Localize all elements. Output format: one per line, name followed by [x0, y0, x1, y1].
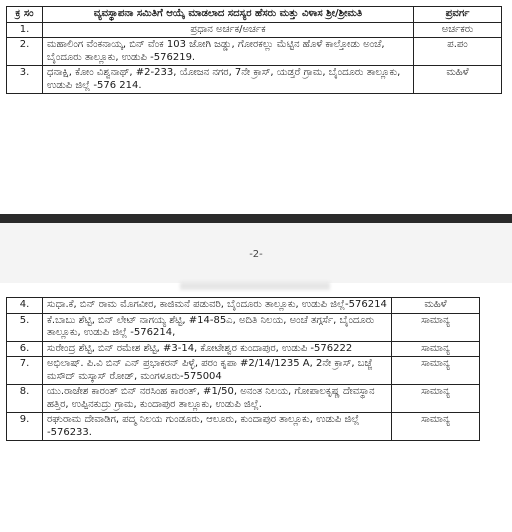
table-row [7, 298, 480, 314]
details-cell: ರಘುರಾಮ ದೇವಾಡಿಗ, ಪದ್ಮ ನಿಲಯ ಗುಂಡೂರು, ಆಲೂರು, ಕುಂದಾಪುರ ತಾಲ್ಲೂಕು, ಉಡುಪಿ ಜಿಲ್ಲೆ -576233. [43, 413, 392, 441]
details-cell: ಕೆ.ಬಾಬು ಶೆಟ್ಟಿ, ಬಿನ್ ಲೇಟ್ ನಾಗಯ್ಯ ಶೆಟ್ಟಿ, #14-85ಎ, ಅದಿತಿ ನಿಲಯ, ಅಂಚೆ ತಗ್ಗರ್ಸೆ, ಬೈಂದೂರು ತಾಲ್ಲೂಕು, ಉಡುಪಿ ಜಿಲ್ಲೆ -576214, [43, 313, 392, 341]
category-header: ಪ್ರವರ್ಗ [414, 7, 502, 23]
table-row [7, 357, 480, 385]
serial-cell: 5. [7, 313, 43, 341]
details-cell: ಅಭಿಲಾಷ್. ಪಿ.ವಿ ಬಿನ್ ಎನ್ ಪ್ರಭಾಕರನ್ ಪಿಳ್ಳೆ, ಪರಂ ಕೃಪಾ #2/14/1235 A, 2ನೇ ಕ್ರಾಸ್, ಬಜ್ಜೆ ಮಸೌದ್ ಮಸ್ಕಾಸ್ ರೋಡ್, ಮಂಗಳೂರು-575004 [43, 357, 392, 385]
table-row [7, 413, 480, 441]
category-cell: ಸಾಮಾನ್ಯ [392, 341, 480, 357]
members-table-page1 [6, 6, 502, 94]
page-number: -2- [249, 249, 263, 260]
table-row [7, 66, 502, 94]
details-cell: ಮಹಾಲಿಂಗ ವೆಂಕನಾಯ್ಕ, ಬಿನ್ ವೆಂಕ 103 ಜೋಗಿ ಜಡ್ಡು, ಗೋರಕಲ್ಲು ಮೆಟ್ಟಿನ ಹೊಳೆ ಕಾಲ್ತೋಡು ಅಂಚೆ, ಬೈಂದೂರು ತಾಲ್ಲೂಕು, ಉಡುಪಿ -576219. [43, 38, 414, 66]
category-cell: ಸಾಮಾನ್ಯ [392, 357, 480, 385]
serial-cell: 7. [7, 357, 43, 385]
details-cell: ಯು.ರಾಜೇಶ ಕಾರಂತ್ ಬಿನ್ ನರಸಿಂಹ ಕಾರಂತ್, #1/50, ಅನಂತ ನಿಲಯ, ಗೋಪಾಲಕೃಷ್ಣ ದೇವಸ್ಥಾನ ಹತ್ತಿರ, ಉಪ್ಪಿನಕುದ್ರು ಗ್ರಾಮ, ಕುಂದಾಪುರ ತಾಲ್ಲೂಕು, ಉಡುಪಿ ಜಿಲ್ಲೆ. [43, 385, 392, 413]
table-row [7, 385, 480, 413]
serial-cell: 3. [7, 66, 43, 94]
serial-cell: 2. [7, 38, 43, 66]
category-cell: ಮಹಿಳೆ [414, 66, 502, 94]
category-cell: ಸಾಮಾನ್ಯ [392, 313, 480, 341]
name-address-header: ವ್ಯವಸ್ಥಾಪನಾ ಸಮಿತಿಗೆ ಆಯ್ಕೆ ಮಾಡಲಾದ ಸದಸ್ಯರ ಹೆಸರು ಮತ್ತು ವಿಳಾಸ ಶ್ರೀ/ಶ್ರೀಮತಿ [43, 7, 414, 23]
category-cell: ಸಾಮಾನ್ಯ [392, 413, 480, 441]
table-row [7, 38, 502, 66]
table-header-row [7, 7, 502, 23]
serial-cell: 6. [7, 341, 43, 357]
category-cell: ಮಹಿಳೆ [392, 298, 480, 314]
faded-header-text [180, 282, 330, 290]
serial-cell: 4. [7, 298, 43, 314]
table-row [7, 22, 502, 38]
serial-header: ಕ್ರ ಸಂ [7, 7, 43, 23]
serial-cell: 9. [7, 413, 43, 441]
members-table-page2 [6, 297, 480, 441]
details-cell: ಪ್ರಧಾನ ಅರ್ಚಕ/ಅರ್ಚಕ [43, 22, 414, 38]
table-row [7, 341, 480, 357]
serial-cell: 1. [7, 22, 43, 38]
serial-cell: 8. [7, 385, 43, 413]
category-cell: ಸಾಮಾನ್ಯ [392, 385, 480, 413]
category-cell: ಅರ್ಚಕರು [414, 22, 502, 38]
details-cell: ಸುಧಾ.ಕೆ, ಬಿನ್ ರಾಮ ಮೊಗವೀರ, ಕಾಜಿಮನೆ ಪಡುವರಿ, ಬೈಂದೂರು ತಾಲ್ಲೂಕು, ಉಡುಪಿ ಜಿಲ್ಲೆ-576214 [43, 298, 392, 314]
table-row [7, 313, 480, 341]
details-cell: ಧನಾಕ್ಷಿ, ಕೋಂ ವಿಶ್ವನಾಥ್, #2-233, ಯೋಜನ ನಗರ, 7ನೇ ಕ್ರಾಸ್, ಯಡ್ತರೆ ಗ್ರಾಮ, ಬೈಂದೂರು ತಾಲ್ಲೂಕು, ಉಡುಪಿ ಜಿಲ್ಲೆ -576 214. [43, 66, 414, 94]
category-cell: ಪ.ಪಂ [414, 38, 502, 66]
details-cell: ಸುರೇಂದ್ರ ಶೆಟ್ಟಿ, ಬಿನ್ ರಮೇಶ ಶೆಟ್ಟಿ, #3-14, ಕೋಟೇಶ್ವರ ಕುಂದಾಪುರ, ಉಡುಪಿ -576222 [43, 341, 392, 357]
page-break-divider [0, 214, 512, 223]
